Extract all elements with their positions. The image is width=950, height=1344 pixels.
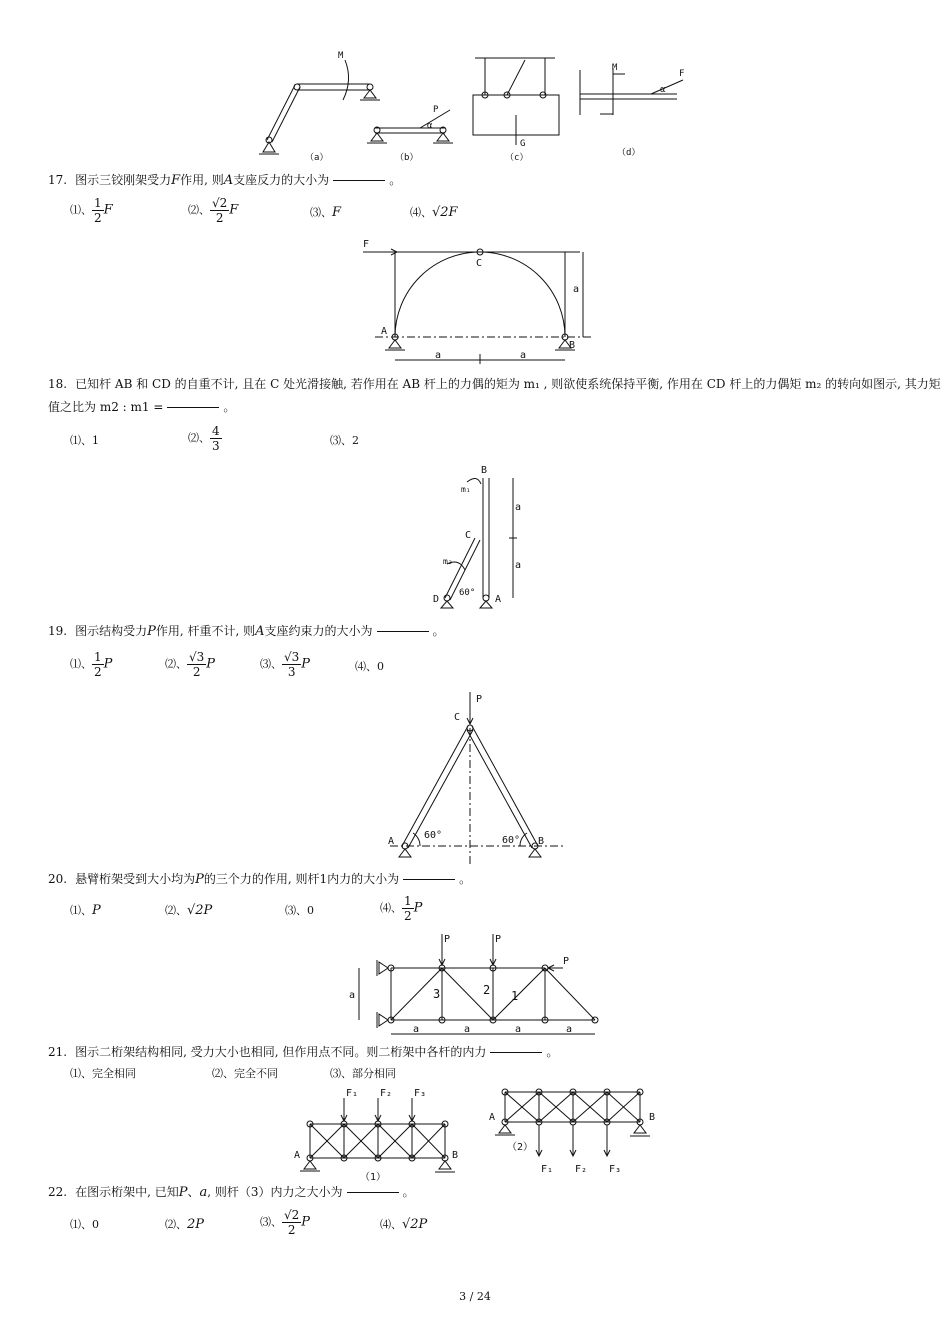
q22-sym-P: P <box>178 1185 188 1200</box>
q21-fig2-F2: F₂ <box>575 1164 588 1175</box>
question-22 <box>48 1183 415 1202</box>
q20-fig-a3: a <box>515 1024 522 1035</box>
q17-sym-F: F <box>171 173 181 188</box>
q22-number: 22. <box>48 1185 68 1199</box>
q17-number: 17. <box>48 173 68 187</box>
q21-text: 图示二桁架结构相同, 受力大小也相同, 但作用点不同。则二桁架中各杆的内力 <box>75 1045 487 1059</box>
figure-q20-truss <box>345 928 605 1043</box>
option-3: ⑶、 $\frac{√3}{3}$ P <box>260 650 311 679</box>
figure-top-abcd <box>255 40 715 165</box>
q19-text-c: 支座约束力的大小为 <box>264 624 373 638</box>
q18-fig-B: B <box>481 465 488 476</box>
q19-text-a: 图示结构受力 <box>75 624 148 638</box>
q17-end: 。 <box>389 173 402 187</box>
fig-c-G: G <box>520 139 526 149</box>
option-3: ⑶、F <box>310 205 342 220</box>
q18-number: 18. <box>48 377 68 391</box>
q18-fig-C: C <box>465 530 472 541</box>
q19-sym-P: P <box>147 624 156 639</box>
q19-number: 19. <box>48 624 68 638</box>
q18-line1: 已知杆 AB 和 CD 的自重不计, 且在 C 处光滑接触, 若作用在 AB 杆上的力偶的矩为 m₁ , 则欲使系统保持平衡, 作用在 CD 杆上的力偶矩 m₂ 的转向如图示, 其力矩 <box>75 377 941 391</box>
option-4: ⑷、√2P <box>380 1217 428 1232</box>
q18-fig-A: A <box>495 594 502 605</box>
option-2: ⑵、 $\frac{√2}{2}$ F <box>188 196 239 225</box>
q19-fig-B: B <box>538 836 545 847</box>
option-2: ⑵、√2P <box>165 903 213 918</box>
q20-fig-member-1: 1 <box>511 989 519 1003</box>
figure-q21-truss-2 <box>485 1080 665 1185</box>
q17-fig-C: C <box>476 258 483 269</box>
q20-fig-P3: P <box>563 956 570 967</box>
option-1: ⑴、1 <box>70 434 99 447</box>
option-2: ⑵、 $\frac{4}{3}$ <box>188 424 220 453</box>
q22-text-a: 在图示桁架中, 已知 <box>75 1185 179 1199</box>
fig-b-alpha: α <box>427 121 433 131</box>
q18-fig-m2: m₂ <box>443 557 453 566</box>
fig-d-M: M <box>612 63 618 73</box>
q18-fig-a-lower: a <box>515 560 522 571</box>
q20-fig-a-vert: a <box>349 990 356 1001</box>
q17-fig-a-right: a <box>520 350 527 361</box>
q21-fig1-F1: F₁ <box>346 1088 359 1099</box>
fig-label-b: （b） <box>395 153 419 163</box>
figure-q18-bars <box>425 460 535 610</box>
option-3: ⑶、 $\frac{√2}{2}$ P <box>260 1208 311 1237</box>
option-1: ⑴、 $\frac{1}{2}$ F <box>70 196 113 225</box>
answer-blank <box>347 1191 399 1193</box>
option-4: ⑷、 $\frac{1}{2}$ P <box>380 894 423 923</box>
q17-fig-a-left: a <box>435 350 442 361</box>
q20-sym-P: P <box>195 872 204 887</box>
figure-q17-arch <box>355 232 605 372</box>
q19-fig-P: P <box>476 694 483 705</box>
answer-blank <box>377 630 429 632</box>
q18-end: 。 <box>223 400 236 414</box>
q21-fig1-A: A <box>294 1150 301 1161</box>
answer-blank <box>403 878 455 880</box>
q18-fig-angle: 60° <box>459 588 476 598</box>
q22-end: 。 <box>402 1185 415 1199</box>
option-1: ⑴、0 <box>70 1218 99 1231</box>
option-1: ⑴、 $\frac{1}{2}$ P <box>70 650 113 679</box>
q19-end: 。 <box>432 624 445 638</box>
q21-fig1-F2: F₂ <box>380 1088 393 1099</box>
q19-fig-A: A <box>388 836 395 847</box>
q17-sym-A: A <box>223 173 234 188</box>
q19-text-b: 作用, 杆重不计, 则 <box>155 624 256 638</box>
q20-end: 。 <box>459 872 472 886</box>
q20-fig-a1: a <box>413 1024 420 1035</box>
q21-fig2-F3: F₃ <box>609 1164 622 1175</box>
q19-fig-angle-left: 60° <box>424 830 443 841</box>
figure-q21-truss-1 <box>290 1080 470 1185</box>
option-3: ⑶、部分相同 <box>330 1067 396 1080</box>
fig-a-M: M <box>338 51 344 61</box>
q17-fig-A: A <box>381 326 388 337</box>
q21-fig1-caption: （1） <box>360 1172 387 1183</box>
question-19 <box>48 622 445 641</box>
fig-b-P: P <box>433 105 439 115</box>
q20-fig-P1: P <box>444 934 451 945</box>
q17-fig-a-vert: a <box>573 284 580 295</box>
page-number: 3 / 24 <box>459 1290 491 1303</box>
figure-q19-frame <box>380 688 570 868</box>
q18-fig-m1: m₁ <box>461 485 471 494</box>
answer-blank <box>333 179 385 181</box>
q19-sym-A: A <box>255 624 265 639</box>
question-18 <box>48 375 941 393</box>
q20-fig-member-3: 3 <box>433 987 441 1001</box>
q17-text-c: 支座反力的大小为 <box>233 173 330 187</box>
q21-fig2-F1: F₁ <box>541 1164 554 1175</box>
q17-fig-B: B <box>569 340 576 351</box>
q19-fig-angle-right: 60° <box>502 835 521 846</box>
q20-fig-a2: a <box>464 1024 471 1035</box>
option-1: ⑴、P <box>70 903 101 918</box>
q21-end: 。 <box>546 1045 559 1059</box>
q18-line2: 值之比为 m2 : m1 = <box>48 400 164 414</box>
option-2: ⑵、2P <box>165 1217 205 1232</box>
option-3: ⑶、2 <box>330 434 359 447</box>
q17-text-b: 作用, 则 <box>180 173 224 187</box>
answer-blank <box>167 406 219 408</box>
q17-text-a: 图示三铰刚架受力 <box>75 173 172 187</box>
q21-fig2-A: A <box>489 1112 496 1123</box>
q21-fig2-caption: （2） <box>507 1142 534 1153</box>
q20-fig-P2: P <box>495 934 502 945</box>
fig-d-alpha: α <box>660 85 666 95</box>
q18-fig-D: D <box>433 594 440 605</box>
question-17 <box>48 171 401 190</box>
q20-text-a: 悬臂桁架受到大小均为 <box>75 872 196 886</box>
q21-number: 21. <box>48 1045 68 1059</box>
q21-fig1-B: B <box>452 1150 459 1161</box>
option-4: ⑷、√2F <box>410 205 458 220</box>
q20-fig-member-2: 2 <box>483 983 491 997</box>
fig-label-d: （d） <box>617 148 641 158</box>
q22-sym-a: a <box>199 1185 208 1200</box>
question-20 <box>48 870 471 889</box>
q17-fig-F: F <box>363 239 370 250</box>
q18-fig-a-upper: a <box>515 502 522 513</box>
q19-fig-C: C <box>454 712 461 723</box>
question-21 <box>48 1043 558 1061</box>
q22-text-b: , 则杆（3）内力之大小为 <box>207 1185 343 1199</box>
option-1: ⑴、完全相同 <box>70 1067 136 1080</box>
q20-number: 20. <box>48 872 68 886</box>
fig-label-a: （a） <box>305 153 329 163</box>
q21-fig1-F3: F₃ <box>414 1088 427 1099</box>
fig-d-F: F <box>679 69 685 79</box>
option-3: ⑶、0 <box>285 904 314 917</box>
q21-fig2-B: B <box>649 1112 656 1123</box>
q22-sep: 、 <box>187 1185 200 1199</box>
option-2: ⑵、 $\frac{√3}{2}$ P <box>165 650 216 679</box>
answer-blank <box>490 1051 542 1053</box>
q20-fig-a4: a <box>566 1024 573 1035</box>
option-4: ⑷、0 <box>355 660 384 673</box>
q20-text-b: 的三个力的作用, 则杆1内力的大小为 <box>203 872 400 886</box>
option-2: ⑵、完全不同 <box>212 1067 278 1080</box>
question-18-cont <box>48 398 235 416</box>
fig-label-c: （c） <box>505 153 529 163</box>
